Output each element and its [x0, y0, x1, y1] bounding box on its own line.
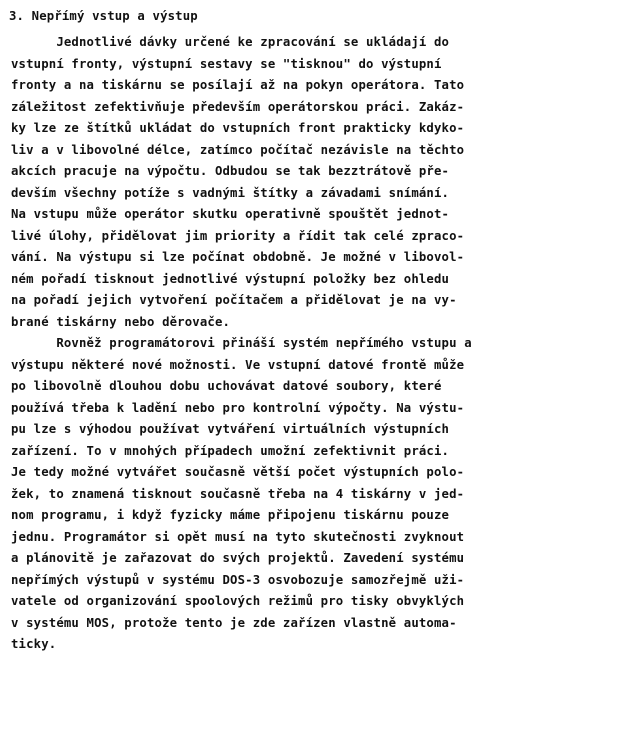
text-line: nepřímých výstupů v systému DOS-3 osvobozuje samozřejmě uži- [11, 572, 465, 587]
text-line: vání. Na výstupu si lze počínat obdobně. Je možné v libovol- [11, 250, 465, 264]
text-line: po libovolně dlouhou dobu uchovávat datové soubory, které [11, 379, 442, 393]
text-line: pu lze s výhodou používat vytváření virtuálních výstupních [11, 422, 450, 436]
text-line: Je tedy možné vytvářet současně větší počet výstupních polo- [11, 465, 465, 479]
section-heading: 3. Nepřímý vstup a výstup [9, 9, 198, 23]
text-line: ném pořadí tisknout jednotlivé výstupní položky bez ohledu [11, 271, 450, 286]
text-line: vstupní fronty, výstupní sestavy se "tisknou" do výstupní [11, 56, 442, 71]
text-line: Jednotlivé dávky určené ke zpracování se ukládají do [11, 35, 450, 49]
text-line: ticky. [11, 637, 57, 651]
text-line: fronty a na tiskárnu se posílají až na pokyn operátora. Tato [11, 78, 465, 92]
text-line: nom programu, i když fyzicky máme připojenu tiskárnu pouze [11, 508, 450, 522]
text-line: záležitost zefektivňuje především operátorskou práci. Zakáz- [11, 99, 465, 114]
text-line: v systému MOS, protože tento je zde zařízen vlastně automa- [11, 615, 457, 630]
text-line: akcích pracuje na výpočtu. Odbudou se tak bezztrátově pře- [11, 164, 450, 178]
text-line: a plánovitě je zařazovat do svých projektů. Zavedení systému [11, 551, 465, 565]
text-line: používá třeba k ladění nebo pro kontrolní výpočty. Na výstu- [11, 400, 465, 415]
body-text [11, 32, 623, 656]
text-line: výstupu některé nové možnosti. Ve vstupní datové frontě může [11, 357, 465, 372]
text-line: vatele od organizování spoolových režimů pro tisky obvyklých [11, 594, 465, 608]
text-line: Na vstupu může operátor skutku operativně spouštět jednot- [11, 207, 450, 221]
text-line: jednu. Programátor si opět musí na tyto skutečnosti zvyknout [11, 529, 465, 544]
text-line: zařízení. To v mnohých případech umožní zefektivnit práci. [11, 443, 450, 458]
text-line: žek, to znamená tisknout současně třeba na 4 tiskárny v jed- [11, 486, 465, 501]
text-line: ky lze ze štítků ukládat do vstupních front prakticky kdyko- [11, 121, 465, 135]
text-line: devším všechny potíže s vadnými štítky a závadami snímání. [11, 185, 450, 200]
text-line: brané tiskárny nebo děrovače. [11, 314, 231, 329]
text-line: livé úlohy, přidělovat jim priority a řídit tak celé zpraco- [11, 228, 465, 243]
text-line: na pořadí jejich vytvoření počítačem a přidělovat je na vy- [11, 293, 457, 307]
text-line: Rovněž programátorovi přináší systém nepřímého vstupu a [11, 336, 472, 350]
text-line: liv a v libovolné délce, zatímco počítač nezávisle na těchto [11, 142, 465, 157]
